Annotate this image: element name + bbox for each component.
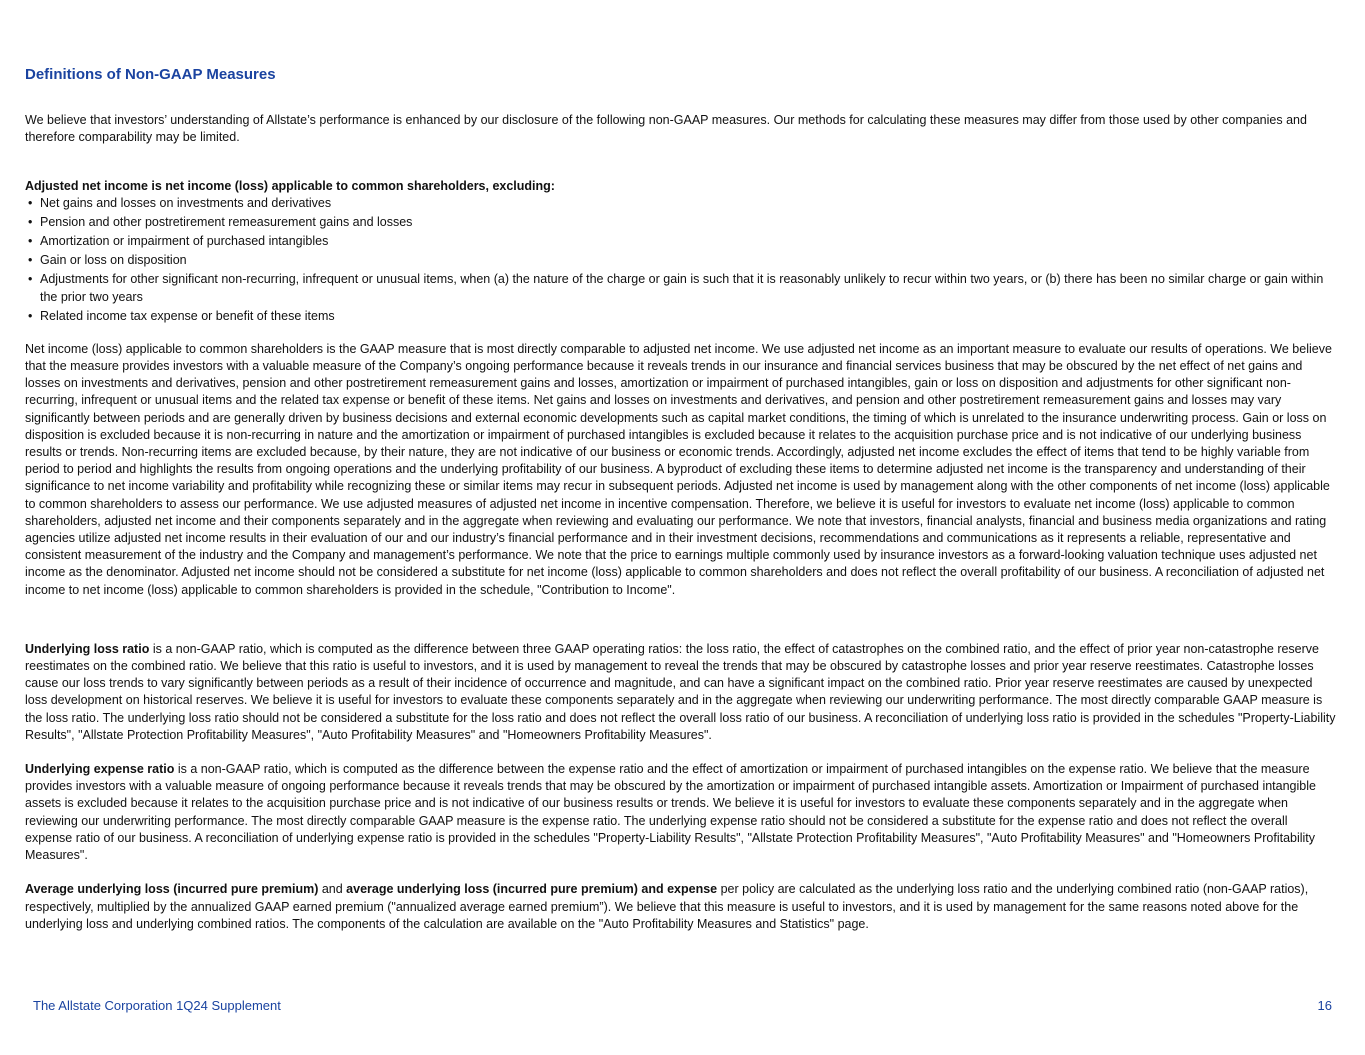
underlying-expense-ratio-paragraph [25,761,1337,864]
document-body [25,64,1337,933]
adjusted-net-income-paragraph: Net income (loss) applicable to common shareholders is the GAAP measure that is most directly comparable to adjusted net income. We use adjusted net income as an important measure to evaluate our results of operations. We believe that the measure provides investors with a valuable measure of the Company’s ongoing performance because it reveals trends in our insurance and financial services business that may be obscured by the net effect of net gains and losses on investments and derivatives, pension and other postretirement remeasurement gains and losses, amortization or impairment of purchased intangibles, gain or loss on disposition and adjustments for other significant non-recurring, infrequent or unusual items and the related tax expense or benefit of these items. Net gains and losses on investments and derivatives, and pension and other postretirement remeasurement gains and losses may vary significantly between periods and are generally driven by business decisions and external economic developments such as capital market conditions, the timing of which is unrelated to the insurance underwriting process. Gain or loss on disposition is excluded because it is non-recurring in nature and the amortization or impairment of purchased intangibles is excluded because it relates to the acquisition purchase price and is not indicative of our underlying business results or trends. Non-recurring items are excluded because, by their nature, they are not indicative of our business or economic trends. Accordingly, adjusted net income excludes the effect of items that tend to be highly variable from period to period and highlights the results from ongoing operations and the underlying profitability of our business. A byproduct of excluding these items to determine adjusted net income is the transparency and understanding of their significance to net income variability and profitability while recognizing these or similar items may recur in subsequent periods. Adjusted net income is used by management along with the other components of net income (loss) applicable to common shareholders to assess our performance. We use adjusted measures of adjusted net income in incentive compensation. Therefore, we believe it is useful for investors to evaluate net income (loss) applicable to common shareholders, adjusted net income and their components separately and in the aggregate when reviewing and evaluating our performance. We note that investors, financial analysts, financial and business media organizations and rating agencies utilize adjusted net income results in their evaluation of our and our industry’s financial performance and in their investment decisions, recommendations and communications as it represents a reliable, representative and consistent measurement of the industry and the Company and management’s performance. We note that the price to earnings multiple commonly used by insurance investors as a forward-looking valuation technique uses adjusted net income as the denominator. Adjusted net income should not be considered a substitute for net income (loss) applicable to common shareholders and does not reflect the overall profitability of our business. A reconciliation of adjusted net income to net income (loss) applicable to common shareholders is provided in the schedule, "Contribution to Income". [25,341,1332,597]
intro-paragraph: We believe that investors’ understanding of Allstate’s performance is enhanced by our disclosure of the following non-GAAP measures. Our methods for calculating these measures may differ from those used by other companies and therefore comparability may be limited. [25,113,1307,145]
average-underlying-loss-paragraph [25,881,1337,933]
bullet-icon: • [28,234,33,249]
list-item-text: Pension and other postretirement remeasurement gains and losses [40,215,413,230]
list-item-text: Adjustments for other significant non-recurring, infrequent or unusual items, when (a) the nature of the charge or gain is such that it is reasonably unlikely to recur within two years, or (b) there has been no similar charge or gain within the prior two years [40,272,1324,304]
list-item-text: Related income tax expense or benefit of these items [40,308,335,323]
list-item [25,195,1337,212]
bullet-icon: • [28,272,33,287]
list-item-text: Amortization or impairment of purchased intangibles [40,234,329,249]
bullet-icon: • [28,308,33,323]
list-item [25,271,1337,305]
exclusions-list [25,195,1337,324]
bullet-icon: • [28,196,33,211]
underlying-expense-ratio-term: Underlying expense ratio [25,762,175,777]
average-underlying-loss-expense-term: average underlying loss (incurred pure premium) and expense [346,882,718,897]
underlying-loss-ratio-term: Underlying loss ratio [25,641,150,656]
underlying-loss-ratio-text: is a non-GAAP ratio, which is computed as the difference between three GAAP operating ratios: the loss ratio, the effect of catastrophes on the combined ratio, and the effect of prior year non-catastrophe reserve reestimates on the combined ratio. We believe that this ratio is useful to investors, and it is used by management to reveal the trends that may be obscured by catastrophe losses and prior year reserve reestimates. Catastrophe losses cause our loss trends to vary significantly between periods as a result of their incidence of occurrence and magnitude, and can have a significant impact on the combined ratio. Prior year reserve reestimates are caused by unexpected loss development on historical reserves. We believe it is useful for investors to evaluate these components separately and in the aggregate when reviewing our underwriting performance. The most directly comparable GAAP measure is the loss ratio. The underlying loss ratio should not be considered a substitute for the loss ratio and does not reflect the overall loss ratio of our business. A reconciliation of underlying loss ratio is provided in the schedules "Property-Liability Results", "Allstate Protection Profitability Measures", "Auto Profitability Measures" and "Homeowners Profitability Measures". [25,641,1336,742]
average-underlying-loss-text: per policy are calculated as the underlying loss ratio and the underlying combined ratio (non-GAAP ratios), respectively, multiplied by the annualized GAAP earned premium ("annualized average earned premium”). We believe that this measure is useful to investors, and it is used by management for the same reasons noted above for the underlying loss and underlying combined ratios. The components of the calculation are available on the "Auto Profitability Measures and Statistics" page. [25,882,1309,931]
adjusted-net-income-heading: Adjusted net income is net income (loss) applicable to common shareholders, excluding: [25,179,555,194]
list-item [25,252,1337,269]
underlying-expense-ratio-text: is a non-GAAP ratio, which is computed as the difference between the expense ratio and the effect of amortization or impairment of purchased intangibles on the expense ratio. We believe that the measure provides investors with a valuable measure of ongoing performance because it reveals trends that may be obscured by the amortization or impairment of purchased intangible assets. Amortization or Impairment of purchased intangible assets is excluded because it relates to the acquisition purchase price and is not indicative of our business results or trends. We believe it is useful for investors to evaluate these components separately and in the aggregate when reviewing our underwriting performance. The most directly comparable GAAP measure is the expense ratio. The underlying expense ratio should not be considered a substitute for the expense ratio and does not reflect the overall expense ratio of our business. A reconciliation of underlying expense ratio is provided in the schedules "Property-Liability Results", "Allstate Protection Profitability Measures", "Auto Profitability Measures" and "Homeowners Profitability Measures". [25,762,1316,863]
page-title: Definitions of Non-GAAP Measures [25,66,276,83]
underlying-loss-ratio-paragraph [25,641,1337,744]
footer-company-name: The Allstate Corporation 1Q24 Supplement [33,998,281,1013]
average-underlying-loss-term: Average underlying loss (incurred pure premium) [25,882,319,897]
list-item [25,308,1337,325]
list-item-text: Net gains and losses on investments and derivatives [40,196,332,211]
average-underlying-loss-connector: and [318,882,347,897]
bullet-icon: • [28,253,33,268]
list-item [25,214,1337,231]
bullet-icon: • [28,215,33,230]
page-number: 16 [1317,998,1332,1013]
list-item-text: Gain or loss on disposition [40,253,187,268]
list-item [25,233,1337,250]
